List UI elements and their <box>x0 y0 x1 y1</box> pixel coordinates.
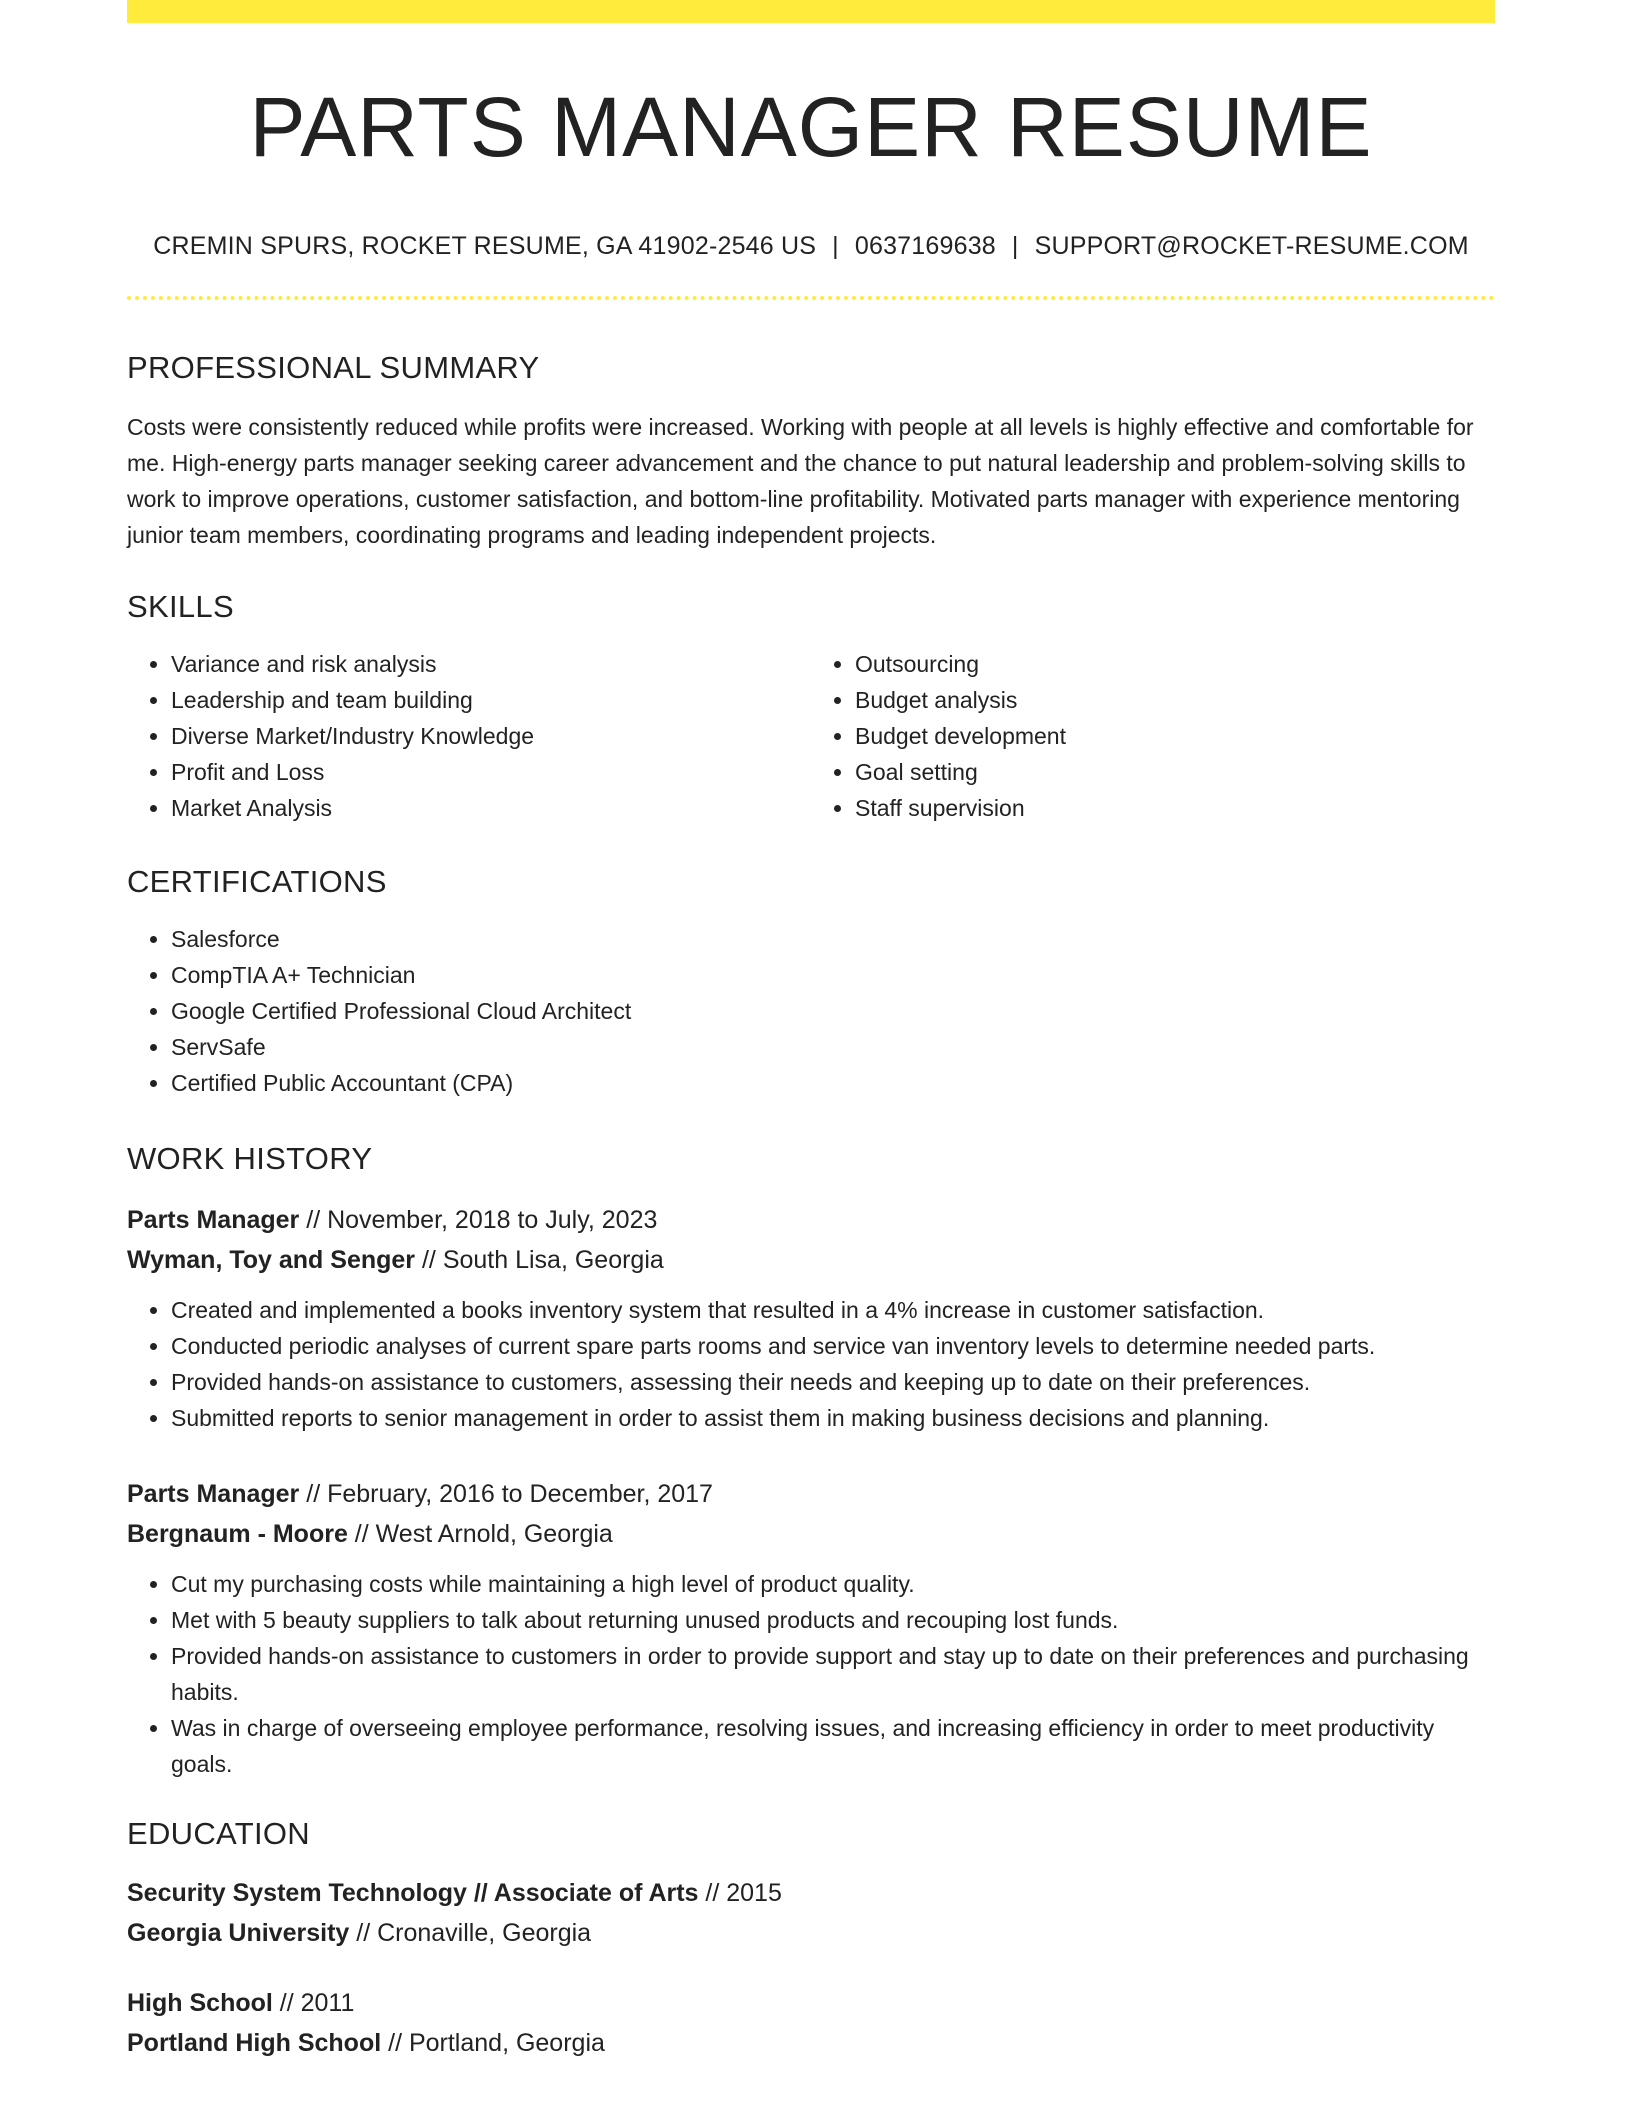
job-bullet: • Met with 5 beauty suppliers to talk about returning unused products and recouping lost funds. <box>171 1602 1495 1638</box>
skill-item: • Staff supervision <box>855 790 1495 826</box>
skills-list-right <box>811 646 1495 826</box>
job-bullet: • Provided hands-on assistance to customers, assessing their needs and keeping up to date on their preferences. <box>171 1364 1495 1400</box>
certification-item: • Salesforce <box>171 921 1495 957</box>
job-dates: // February, 2016 to December, 2017 <box>299 1480 713 1508</box>
certification-item: • Certified Public Accountant (CPA) <box>171 1065 1495 1101</box>
education-school-line <box>127 1913 1495 1953</box>
job-role-line <box>127 1200 1495 1240</box>
certification-item: • ServSafe <box>171 1029 1495 1065</box>
summary-text: Costs were consistently reduced while profits were increased. Working with people at all levels is highly effective and comfortable for me. High-energy parts manager seeking career advancement and the chance to put natural leadership and problem-solving skills to work to improve operations, customer satisfaction, and bottom-line profitability. Motivated parts manager with experience mentoring junior team members, coordinating programs and leading independent projects. <box>127 414 1474 548</box>
certifications-heading: CERTIFICATIONS <box>127 864 387 899</box>
contact-separator: | <box>832 232 839 260</box>
job-bullet: • Provided hands-on assistance to customers in order to provide support and stay up to date on their preferences and purchasing habits. <box>171 1638 1495 1710</box>
job-entry <box>127 1200 1495 1436</box>
job-location: // West Arnold, Georgia <box>347 1520 613 1548</box>
job-bullet: • Was in charge of overseeing employee performance, resolving issues, and increasing efficiency in order to meet productivity goals. <box>171 1710 1495 1782</box>
education-school: Portland High School <box>127 2029 382 2057</box>
job-bullet: • Conducted periodic analyses of current spare parts rooms and service van inventory levels to determine needed parts. <box>171 1328 1495 1364</box>
skills-columns <box>127 646 1495 826</box>
education-entry <box>127 1873 1495 1953</box>
skill-item: • Variance and risk analysis <box>171 646 811 682</box>
contact-address: CREMIN SPURS, ROCKET RESUME, GA 41902-2546 US <box>153 232 817 260</box>
education-degree: Security System Technology // Associate of Arts <box>127 1879 699 1907</box>
contact-email: SUPPORT@ROCKET-RESUME.COM <box>1034 232 1469 260</box>
resume-page <box>127 0 1495 2063</box>
job-entry <box>127 1474 1495 1782</box>
job-role: Parts Manager <box>127 1480 300 1508</box>
skill-item: • Leadership and team building <box>171 682 811 718</box>
skills-heading: SKILLS <box>127 589 234 624</box>
job-bullet: • Submitted reports to senior management in order to assist them in making business decisions and planning. <box>171 1400 1495 1436</box>
summary-heading: PROFESSIONAL SUMMARY <box>127 350 540 385</box>
contact-phone: 0637169638 <box>854 232 996 260</box>
skill-item: • Budget development <box>855 718 1495 754</box>
dotted-divider <box>127 296 1495 300</box>
skill-item: • Market Analysis <box>171 790 811 826</box>
work-history-heading: WORK HISTORY <box>127 1141 373 1176</box>
education-year: // 2015 <box>698 1879 782 1907</box>
job-company: Wyman, Toy and Senger <box>127 1246 416 1274</box>
job-bullets <box>127 1566 1495 1782</box>
job-bullets <box>127 1292 1495 1436</box>
job-role: Parts Manager <box>127 1206 300 1234</box>
certifications-list <box>127 921 1495 1101</box>
education-location: // Cronaville, Georgia <box>349 1919 592 1947</box>
skill-item: • Budget analysis <box>855 682 1495 718</box>
skill-item: • Outsourcing <box>855 646 1495 682</box>
resume-title: PARTS MANAGER RESUME <box>249 80 1373 174</box>
job-company-line <box>127 1240 1495 1280</box>
education-degree-line <box>127 1873 1495 1913</box>
job-role-line <box>127 1474 1495 1514</box>
skill-item: • Profit and Loss <box>171 754 811 790</box>
certification-item: • CompTIA A+ Technician <box>171 957 1495 993</box>
skill-item: • Diverse Market/Industry Knowledge <box>171 718 811 754</box>
certification-item: • Google Certified Professional Cloud Architect <box>171 993 1495 1029</box>
education-year: // 2011 <box>272 1989 355 2017</box>
skills-list-left <box>127 646 811 826</box>
job-company-line <box>127 1514 1495 1554</box>
education-degree: High School <box>127 1989 273 2017</box>
education-school: Georgia University <box>127 1919 350 1947</box>
contact-separator: | <box>1011 232 1019 260</box>
job-dates: // November, 2018 to July, 2023 <box>299 1206 658 1234</box>
education-heading: EDUCATION <box>127 1816 310 1851</box>
contact-line <box>127 234 1495 259</box>
job-bullet: • Created and implemented a books inventory system that resulted in a 4% increase in customer satisfaction. <box>171 1292 1495 1328</box>
education-location: // Portland, Georgia <box>381 2029 605 2057</box>
education-entry <box>127 1983 1495 2063</box>
job-bullet: • Cut my purchasing costs while maintaining a high level of product quality. <box>171 1566 1495 1602</box>
education-school-line <box>127 2023 1495 2063</box>
job-company: Bergnaum - Moore <box>127 1520 348 1548</box>
education-degree-line <box>127 1983 1495 2023</box>
job-location: // South Lisa, Georgia <box>415 1246 664 1274</box>
skill-item: • Goal setting <box>855 754 1495 790</box>
top-accent-bar <box>127 0 1495 23</box>
